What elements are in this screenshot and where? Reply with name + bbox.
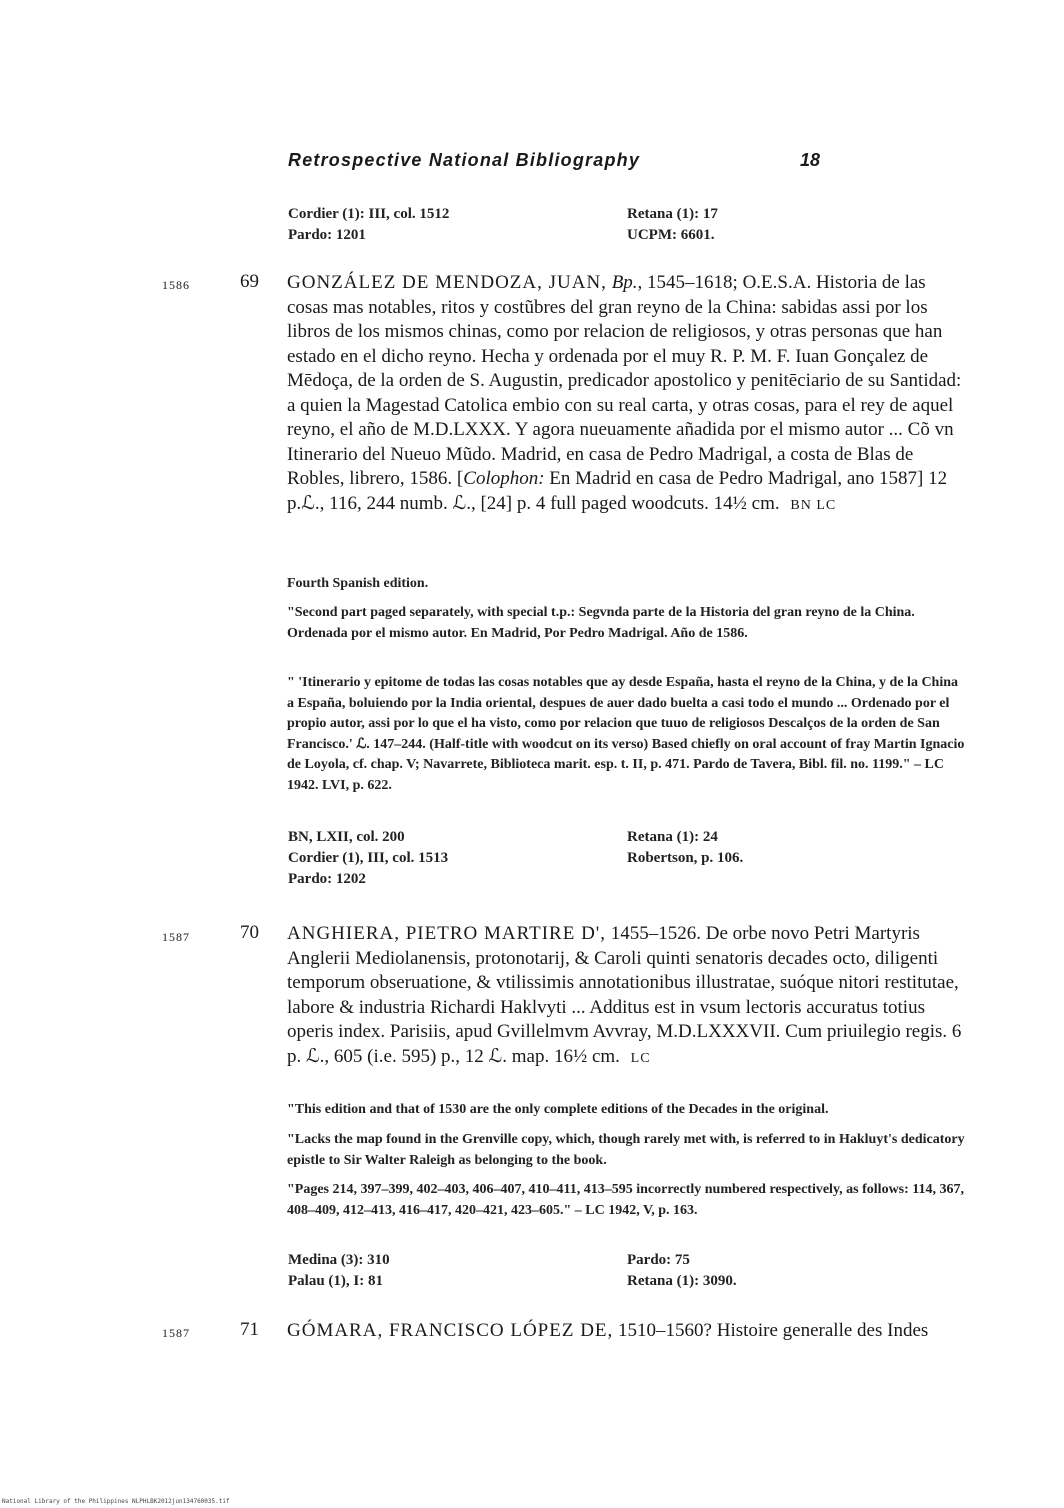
entry-refs-left (288, 827, 448, 890)
ref-line: Retana (1): 17 (627, 206, 718, 222)
entry-note: Fourth Spanish edition. (287, 576, 429, 591)
entry-author: GONZÁLEZ DE MENDOZA, JUAN, (287, 272, 607, 293)
entry-citation (287, 1319, 967, 1344)
citation-text: Historia de las cosas mas notables, ritos y costũbres del gran reyno de la China: sabidas assi por los libros de los mismos chinas, como por relacion de religiosos, y otras personas que han estado en el dicho reyno. Hecha y ordenada por el muy R. P. M. F. Iuan Gonçalez de Mēdoça, de la orden de S. Augustin, predicador apostolico y penitēciario de su Santidad: a quien la Magestad Catolica embio con su real carta, y otras cosas, para el rey de aquel reyno, el año de M.D.LXXX. Y agora nueuamente añadida por el mismo autor ... Cõ vn Itinerario del Nueuo Mũdo. Madrid, en casa de Pedro Madrigal, a costa de Blas de Robles, librero, 1586. [ (287, 272, 962, 489)
ref-line: Pardo: 1201 (288, 227, 366, 243)
ref-line: Cordier (1): III, col. 1512 (288, 206, 450, 222)
colophon-label: Colophon: (463, 468, 545, 489)
citation-text: Histoire generalle des Indes (716, 1320, 929, 1341)
entry-citation (287, 271, 967, 518)
prev-refs-right (627, 204, 718, 246)
ref-line: Cordier (1), III, col. 1513 (288, 850, 449, 866)
entry-number: 69 (240, 271, 259, 292)
author-dates: 1455–1526. (605, 923, 701, 944)
entry-refs-right (627, 827, 743, 869)
prev-refs-left (288, 204, 449, 246)
ref-line: BN, LXII, col. 200 (288, 829, 405, 845)
entry-number: 71 (240, 1319, 259, 1340)
author-dates: 1510–1560? (613, 1320, 712, 1341)
ref-line: Pardo: 75 (627, 1252, 690, 1268)
entry-note: " 'Itinerario y epitome de todas las cosas notables que ay desde España, hasta el reyno de la China, y de la China a España, boluiendo por la India oriental, despues de auer dado buelta a casi todo el mundo ... Ordenado por el propio autor, assi por lo que el ha visto, como por relacion que tuuo de religiosos Descalços de la orden de San Francisco.' ℒ. 147–244. (Half-title with woodcut on its verso) Based chiefly on oral account of fray Martin Ignacio de Loyola, cf. chap. V; Navarrete, Biblioteca marit. esp. t. II, p. 471. Pardo de Tavera, Bibl. fil. no. 1199." – LC 1942. LVI, p. 622. (287, 675, 965, 793)
scan-footer: National Library of the Philippines NLPHLBK2012jun134760035.tif (2, 1498, 230, 1505)
running-title: Retrospective National Bibliography (288, 150, 641, 170)
entry-note: "Second part paged separately, with special t.p.: Segvnda parte de la Historia del gran reyno de la China. Ordenada por el mismo autor. En Madrid, Por Pedro Madrigal. Año de 1586. (287, 605, 915, 641)
ref-line: Palau (1), I: 81 (288, 1273, 383, 1289)
entry-number: 70 (240, 922, 259, 943)
entry-refs-right (627, 1250, 737, 1292)
ref-line: UCPM: 6601. (627, 227, 715, 243)
ref-line: Retana (1): 24 (627, 829, 718, 845)
ref-line: Medina (3): 310 (288, 1252, 390, 1268)
entry-note: "This edition and that of 1530 are the only complete editions of the Decades in the original. (287, 1102, 829, 1117)
holding-libraries: BN LC (790, 497, 837, 513)
citation-text: De orbe novo Petri Martyris Anglerii Mediolanensis, protonotarij, & Caroli quinti senatoris decades octo, diligenti temporum obseruatione, & vtilissimis annotationibus illustratae, suóque nitori restitutae, labore & industria Richardi Haklvyti ... Additus est in vsum lectoris accuratus totius operis index. Parisiis, apud Gvillelmvm Avvray, M.D.LXXXVII. Cum priuilegio regis. 6 p. ℒ., 605 (i.e. 595) p., 12 ℒ. map. 16½ cm. (287, 923, 962, 1067)
author-dates: , 1545–1618; O.E.S.A. (637, 272, 812, 293)
citation-text-cont: En Madrid en casa de Pedro Madrigal, ano 1587] 12 p.ℒ., 116, 244 numb. ℒ., [24] p. 4 full paged woodcuts. 14½ cm. (287, 468, 948, 514)
entry-refs-left (288, 1250, 390, 1292)
entry-year: 1587 (162, 1326, 190, 1340)
entry-author: GÓMARA, FRANCISCO LÓPEZ DE, (287, 1320, 614, 1341)
ref-line: Retana (1): 3090. (627, 1273, 737, 1289)
author-title: Bp. (611, 272, 638, 293)
entry-note: "Lacks the map found in the Grenville copy, which, though rarely met with, is referred to in Hakluyt's dedicatory epistle to Sir Walter Raleigh as belonging to the book. (287, 1132, 965, 1168)
entry-note: "Pages 214, 397–399, 402–403, 406–407, 410–411, 413–595 incorrectly numbered respectively, as follows: 114, 367, 408–409, 412–413, 416–417, 420–421, 423–605." – LC 1942, V, p. 163. (287, 1182, 965, 1218)
entry-year: 1586 (162, 278, 190, 292)
holding-libraries: LC (630, 1050, 651, 1066)
page-number: 18 (800, 150, 821, 170)
entry-author: ANGHIERA, PIETRO MARTIRE D', (287, 923, 606, 944)
ref-line: Robertson, p. 106. (627, 850, 744, 866)
entry-year: 1587 (162, 930, 190, 944)
ref-line: Pardo: 1202 (288, 871, 366, 887)
entry-citation (287, 922, 967, 1071)
